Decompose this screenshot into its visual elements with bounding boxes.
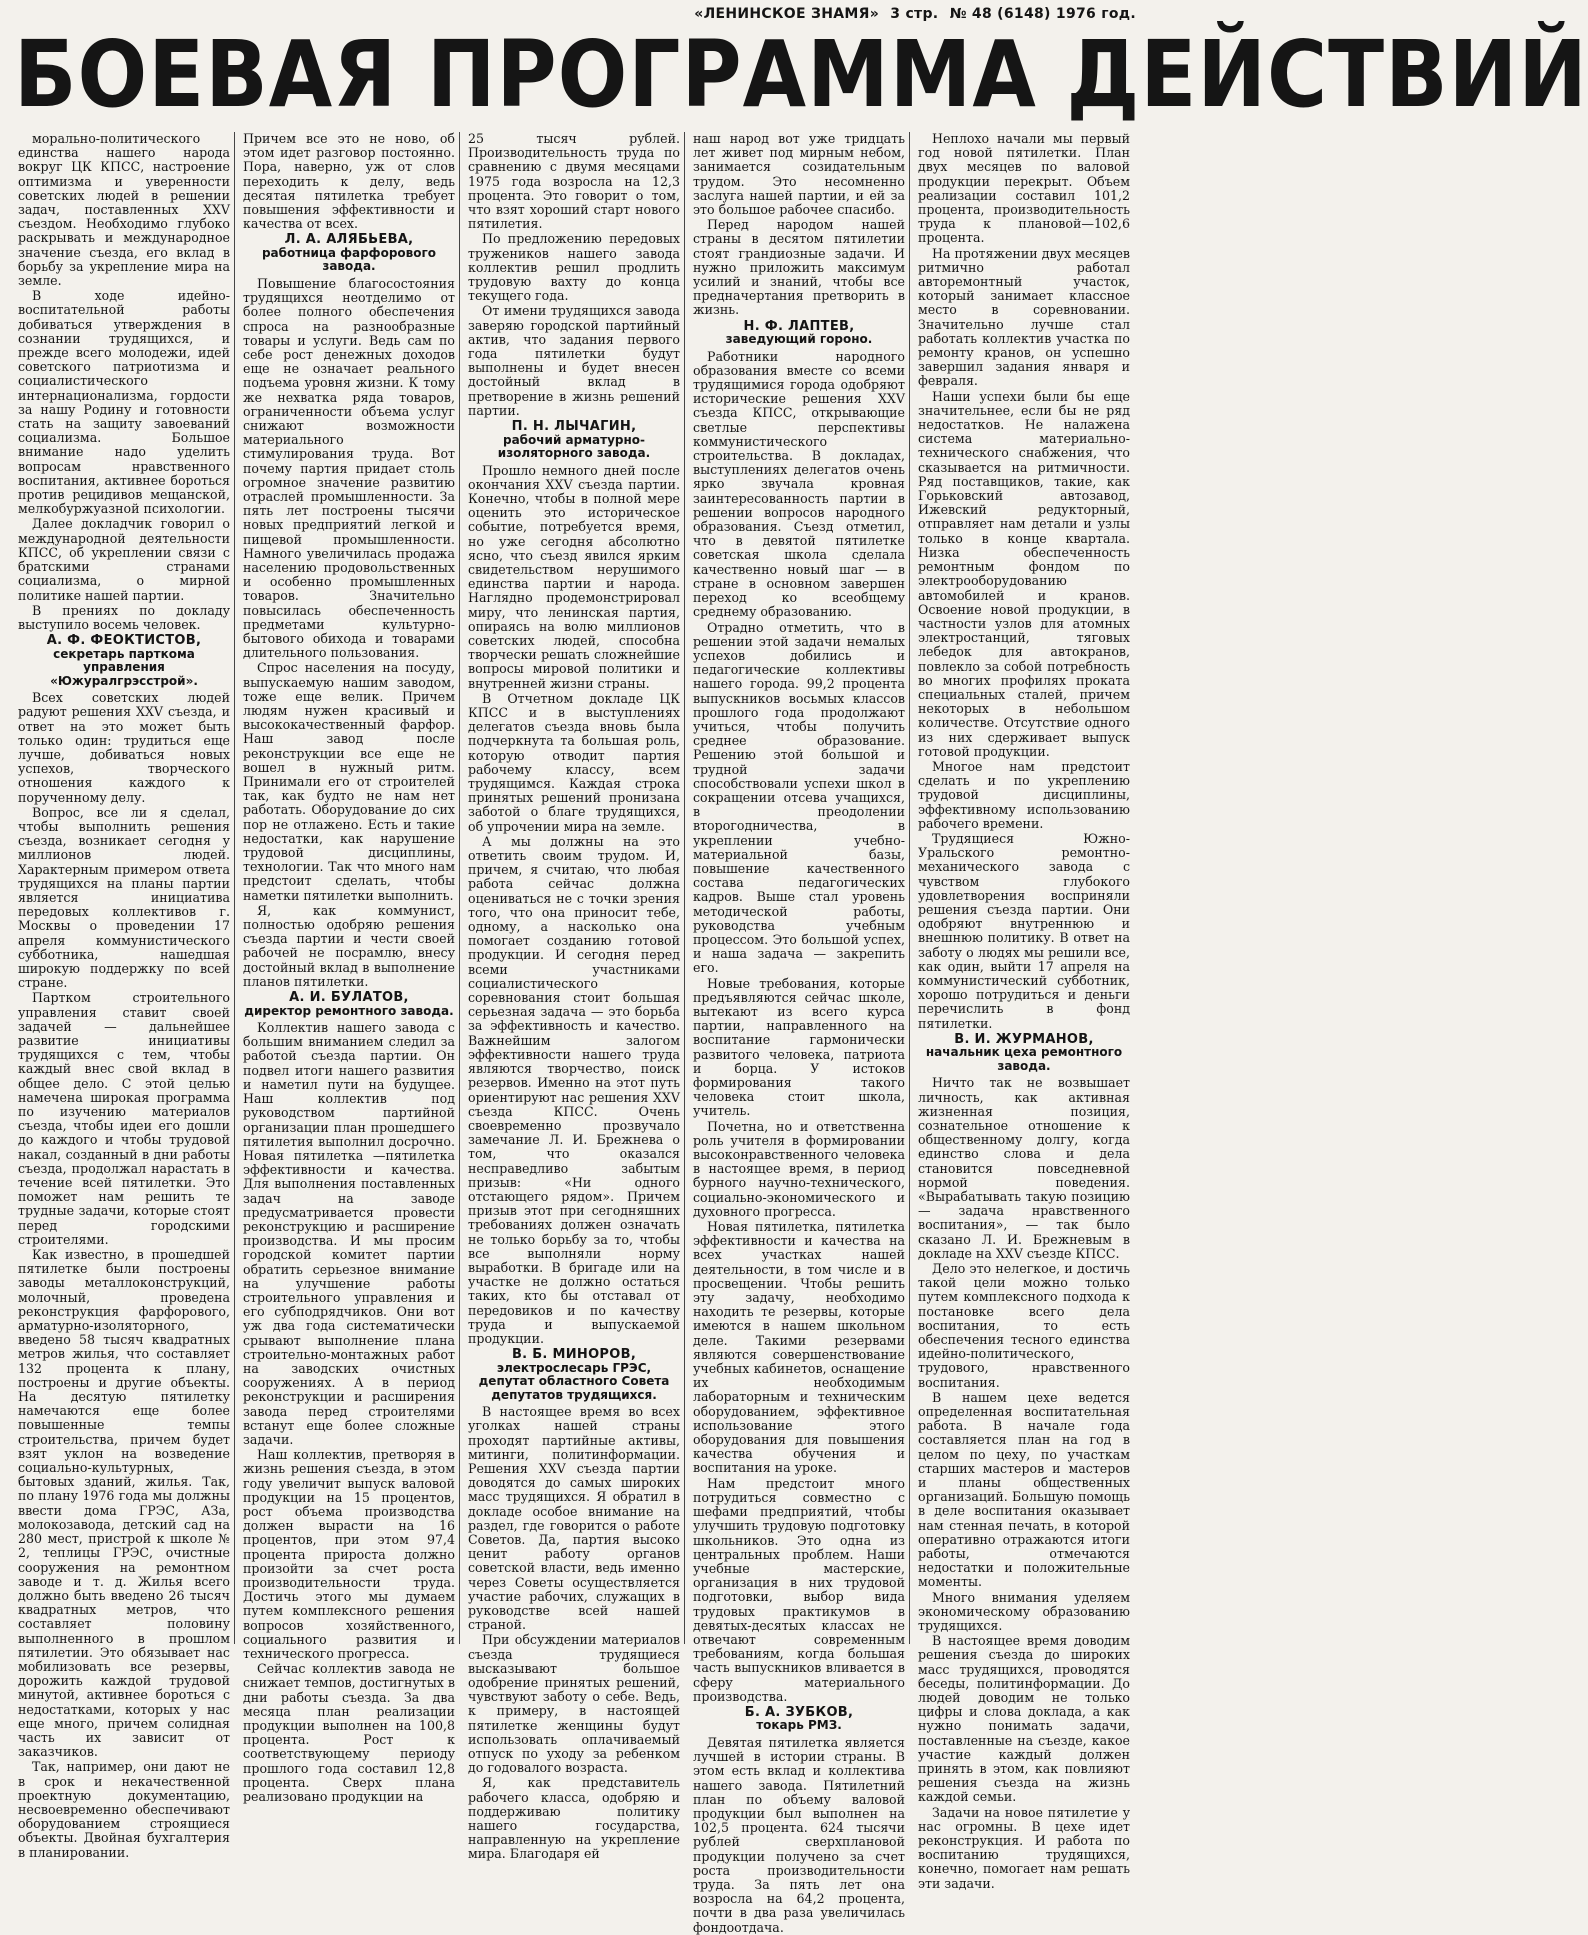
- speaker-name: В. Б. МИНОРОВ,: [511, 1347, 637, 1363]
- speaker-position: заведующий гороно.: [725, 332, 873, 347]
- article-paragraph: Сейчас коллектив завода не снижает темпов, достигнутых в дни работы съезда. За два месяца план реализации продукции выполнен на 100,8 процента. Рост к соответствующему периоду прошлого года составил 12,8 процента. Сверх плана реализовано продукции на: [243, 1661, 455, 1805]
- issue-number: № 48 (6148) 1976 год.: [949, 6, 1136, 22]
- speaker-name: А. Ф. ФЕОКТИСТОВ,: [46, 633, 202, 649]
- article-paragraph: При обсуждении материалов съезда трудящиеся высказывают большое одобрение принятых решений, чувствуют заботу о себе. Ведь, к примеру, в настоящей пятилетке женщины будут использовать оплачиваемый отпуск по уходу за ребенком до годовалого возраста.: [468, 1632, 680, 1776]
- article-paragraph: Партком строительного управления ставит своей задачей — дальнейшее развитие инициативы трудящихся с тем, чтобы каждый внес свой вклад в общее дело. С этой целью намечена широкая программа по изучению материалов съезда, чтобы идеи его дошли до каждого и чтобы трудовой накал, созданный в дни работы съезда, продолжал нарастать в течение всей пятилетки. Это поможет нам решить те трудные задачи, которые стоят перед городскими строителями.: [18, 990, 230, 1247]
- speaker-signature: [243, 991, 455, 1018]
- column-2: [243, 131, 460, 1805]
- article-paragraph: Наш коллектив, претворяя в жизнь решения съезда, в этом году увеличит выпуск валовой продукции на 15 процентов, рост объема производства должен вырасти на 16 процентов, при этом 97,4 процента прироста должно произойти за счет роста производительности труда. Достичь этого мы думаем путем комплексного решения вопросов хозяйственного, социального развития и технического прогресса.: [243, 1447, 455, 1662]
- column-3: [468, 131, 685, 1862]
- article-paragraph: В ходе идейно-воспитательной работы добиваться утверждения в сознании трудящихся, и прежде всего молодежи, идей советского патриотизма и социалистического интернационализма, гордости за нашу Родину и готовности стать на защиту завоеваний социализма. Большое внимание надо уделить вопросам нравственного воспитания, активнее бороться против рецидивов мещанской, мелкобуржуазной психологии.: [18, 288, 230, 517]
- article-paragraph: Повышение благосостояния трудящихся неотделимо от более полного обеспечения спроса на разнообразные товары и услуги. Ведь сам по себе рост денежных доходов еще не означает реального подъема уровня жизни. К тому же нехватка ряда товаров, ограниченности объема услуг снижают возможности материального стимулирования труда. Вот почему партия придает столь огромное значение развитию отраслей промышленности. За пять лет построены тысячи новых предприятий легкой и пищевой промышленности. Намного увеличилась продажа населению продовольственных и особенно промышленных товаров. Значительно повысилась обеспеченность предметами культурно-бытового обихода и товарами длительного пользования.: [243, 275, 455, 661]
- article-paragraph: Почетна, но и ответственна роль учителя в формировании высоконравственного человека в настоящее время, в период бурного научно-технического, социально-экономического и духовного прогресса.: [693, 1118, 905, 1219]
- article-paragraph: Задачи на новое пятилетие у нас огромны. В цехе идет реконструкция. И работа по воспитанию трудящихся, конечно, помогает нам решать эти задачи.: [918, 1804, 1130, 1891]
- article-paragraph: На протяжении двух месяцев ритмично работал авторемонтный участок, который занимает классное место в соревновании. Значительно лучше стал работать коллектив участка по ремонту кранов, он успешно завершил задания января и февраля.: [918, 245, 1130, 389]
- headline: БОЕВАЯ ПРОГРАММА ДЕЙСТВИЙ: [14, 22, 1588, 129]
- article-paragraph: Наши успехи были бы еще значительнее, если бы не ряд недостатков. Не налажена система материально-технического снабжения, что сказывается на ритмичности. Ряд поставщиков, такие, как Горьковский автозавод, Ижевский редукторный, отправляет нам детали и узлы только в конце квартала. Низка обеспеченность ремонтным фондом по электрооборудованию автомобилей и кранов. Освоение новой продукции, в частности узлов для атомных электростанций, тяговых лебедок для автокранов, повлекло за собой потребность во многих профилях проката специальных сталей, причем некоторых в небольшом количестве. Отсутствие одного из них сдерживает выпуск готовой продукции.: [918, 388, 1130, 759]
- speaker-signature: [18, 634, 230, 688]
- column-4: [693, 131, 910, 1935]
- speaker-name: А. И. БУЛАТОВ,: [289, 990, 409, 1006]
- speaker-name: П. Н. ЛЫЧАГИН,: [511, 419, 637, 435]
- article-paragraph: Спрос населения на посуду, выпускаемую нашим заводом, тоже еще велик. Причем людям нужен красивый и высококачественный фарфор. Наш завод после реконструкции все еще не вошел в нужный ритм. Принимали его от строителей так, как будто не нам нет работать. Оборудование до сих пор не отлажено. Есть и такие недостатки, как нарушение трудовой дисциплины, технологии. Так что много нам предстоит сделать, чтобы наметки пятилетки выполнить.: [243, 660, 455, 903]
- speaker-position: рабочий арматурно-изоляторного завода.: [497, 432, 651, 461]
- article-paragraph: Нам предстоит много потрудиться совместно с шефами предприятий, чтобы улучшить трудовую подготовку школьников. Это одна из центральных проблем. Наши учебные мастерские, организация в них трудовой подготовки, выбор вида трудовых практикумов в девятых-десятых классах не отвечают современным требованиям, когда большая часть выпускников вливается в сферу материального производства.: [693, 1475, 905, 1704]
- speaker-position: директор ремонтного завода.: [244, 1003, 454, 1018]
- article-columns: [18, 131, 1134, 1935]
- article-paragraph: Многое нам предстоит сделать и по укреплению трудовой дисциплины, эффективному использованию рабочего времени.: [918, 758, 1130, 831]
- article-paragraph: Отрадно отметить, что в решении этой задачи немалых успехов добились и педагогические коллективы нашего города. 99,2 процента выпускников восьмых классов прошлого года продолжают учиться, чтобы получить среднее образование. Решению этой большой и трудной задачи способствовали успехи школ в сокращении отсева учащихся, в преодолении второгодничества, в укреплении учебно-материальной базы, повышение качественного состава педагогических кадров. Выше стал уровень методической работы, руководства учебным процессом. Это большой успех, и наша задача — закрепить его.: [693, 619, 905, 976]
- newspaper-name: «ЛЕНИНСКОЕ ЗНАМЯ»: [694, 6, 880, 22]
- article-paragraph: В настоящее время во всех уголках нашей страны проходят партийные активы, митинги, политинформации. Решения XXV съезда партии доводятся до самых широких масс трудящихся. Я обратил в докладе особое внимание на раздел, где говорится о работе Советов. Да, партия высоко ценит работу органов советской власти, ведь именно через Советы осуществляется участие рабочих, служащих в руководстве всей нашей страной.: [468, 1404, 680, 1633]
- speaker-name: Н. Ф. ЛАПТЕВ,: [743, 318, 855, 334]
- speaker-signature: [693, 1706, 905, 1733]
- article-paragraph: морально-политического единства нашего народа вокруг ЦК КПСС, настроение оптимизма и уверенности советских людей в решении задач, поставленных XXV съездом. Необходимо глубоко раскрывать и международное значение съезда, его вклад в борьбу за укрепление мира на земле.: [18, 131, 230, 289]
- article-paragraph: Ничто так не возвышает личность, как активная жизненная позиция, сознательное отношение к общественному долгу, когда единство слова и дела становится повседневной нормой поведения. «Вырабатывать такую позицию — задача нравственного воспитания», — так было сказано Л. И. Брежневым в докладе на XXV съезде КПСС.: [918, 1075, 1130, 1261]
- article-paragraph: По предложению передовых тружеников нашего завода коллектив решил продлить трудовую вахту до конца текущего года.: [468, 231, 680, 304]
- article-paragraph: Всех советских людей радуют решения XXV съезда, и ответ на это может быть только один: трудиться еще лучше, добиваться новых успехов, творческого отношения каждого к порученному делу.: [18, 690, 230, 805]
- speaker-position: секретарь парткома управления «Южуралгрэсстрой».: [50, 646, 198, 688]
- article-paragraph: Девятая пятилетка является лучшей в истории страны. В этом есть вклад и коллектива нашего завода. Пятилетний план по объему валовой продукции был выполнен на 102,5 процента. 624 тысячи рублей сверхплановой продукции получено за счет роста производительности труда. За пять лет она возросла на 64,2 процента, почти в два раза увеличилась фондоотдача.: [693, 1734, 905, 1935]
- article-paragraph: В Отчетном докладе ЦК КПСС и в выступлениях делегатов съезда вновь была подчеркнута та большая роль, которую отводит партия рабочему классу, всем трудящимся. Каждая строка принятых решений пронизана заботой о благе трудящихся, об упрочении мира на земле.: [468, 690, 680, 834]
- article-paragraph: В настоящее время доводим решения съезда до широких масс трудящихся, проводятся беседы, политинформации. До людей доводим не только цифры и слова доклада, а как нужно понимать задачи, поставленные на съезде, какое участие каждый должен принять в этом, как повлияют решения съезда на жизнь каждой семьи.: [918, 1633, 1130, 1805]
- article-paragraph: 25 тысяч рублей. Производительность труда по сравнению с двумя месяцами 1975 года возросла на 12,3 процента. Это говорит о том, что взят хороший старт нового пятилетия.: [468, 131, 680, 232]
- speaker-name: В. И. ЖУРМАНОВ,: [954, 1031, 1094, 1047]
- article-paragraph: Коллектив нашего завода с большим вниманием следил за работой съезда партии. Он подвел итоги нашего развития и наметил пути на будущее. Наш коллектив под руководством партийной организации план прошедшего пятилетия выполнил досрочно. Новая пятилетка —пятилетка эффективности и качества. Для выполнения поставленных задач на заводе предусматривается провести реконструкцию и расширение производства. И мы просим городской комитет партии обратить серьезное внимание на улучшение работы строительного управления и его субподрядчиков. Они вот уж два года систематически срывают выполнение плана строительно-монтажных работ на заводских очистных сооружениях. А в период реконструкции и расширения завода перед строителями встанут еще более сложные задачи.: [243, 1020, 455, 1447]
- article-paragraph: Дело это нелегкое, и достичь такой цели можно только путем комплексного подхода к постановке всего дела воспитания, то есть обеспечения тесного единства идейно-политического, трудового, нравственного воспитания.: [918, 1260, 1130, 1390]
- article-paragraph: В нашем цехе ведется определенная воспитательная работа. В начале года составляется план на год в целом по цеху, по участкам старших мастеров и мастеров и планы общественных организаций. Большую помощь в деле воспитания оказывает нам стенная печать, в которой оперативно отражаются итоги работы, отмечаются недостатки и положительные моменты.: [918, 1389, 1130, 1590]
- article-paragraph: Далее докладчик говорил о международной деятельности КПСС, об укреплении связи с братскими странами социализма, о мирной политике нашей партии.: [18, 516, 230, 603]
- article-paragraph: Вопрос, все ли я сделал, чтобы выполнить решения съезда, возникает сегодня у миллионов людей. Характерным примером ответа трудящихся на планы партии является инициатива передовых коллективов г. Москвы о проведении 17 апреля коммунистического субботника, нашедшая широкую поддержку по всей стране.: [18, 804, 230, 991]
- article-paragraph: Так, например, они дают не в срок и некачественной проектную документацию, несвоевременно обеспечивают оборудованием строящиеся объекты. Двойная бухгалтерия в планировании.: [18, 1759, 230, 1860]
- article-paragraph: Новые требования, которые предъявляются сейчас школе, вытекают из всего курса партии, направленного на воспитание гармонически развитого человека, патриота и борца. У истоков формирования такого человека стоит школа, учитель.: [693, 975, 905, 1119]
- speaker-signature: [693, 320, 905, 347]
- page-number: 3 стр.: [890, 6, 939, 22]
- speaker-name: Б. А. ЗУБКОВ,: [744, 1704, 854, 1720]
- speaker-position: работница фарфорового завода.: [261, 245, 437, 274]
- speaker-position: начальник цеха ремонтного завода.: [925, 1045, 1123, 1073]
- article-paragraph: От имени трудящихся завода заверяю городской партийный актив, что задания первого года пятилетки будут выполнены и будет внесен достойный вклад в претворение в жизнь решений партии.: [468, 303, 680, 418]
- article-paragraph: Причем все это не ново, об этом идет разговор постоянно. Пора, наверно, уж от слов переходить к делу, ведь десятая пятилетка требует повышения эффективности и качества от всех.: [243, 131, 455, 232]
- article-paragraph: Новая пятилетка, пятилетка эффективности и качества на всех участках нашей деятельности, в том числе и в просвещении. Чтобы решить эту задачу, необходимо находить те резервы, которые имеются в нашем школьном деле. Такими резервами являются совершенствование учебных кабинетов, оснащение их необходимым лабораторным и техническим оборудованием, эффективное использование этого оборудования для повышения качества обучения и воспитания на уроке.: [693, 1219, 905, 1476]
- speaker-signature: [243, 233, 455, 274]
- article-paragraph: Перед народом нашей страны в десятом пятилетии стоят грандиозные задачи. И нужно приложить максимум усилий и знаний, чтобы все предначертания претворить в жизнь.: [693, 217, 905, 318]
- speaker-signature: [468, 1348, 680, 1402]
- speaker-position: токарь РМЗ.: [756, 1718, 842, 1733]
- article-paragraph: В прениях по докладу выступило восемь человек.: [18, 602, 230, 632]
- article-paragraph: Много внимания уделяем экономическому образованию трудящихся.: [918, 1589, 1130, 1634]
- article-paragraph: наш народ вот уже тридцать лет живет под мирным небом, занимается созидательным трудом. Это несомненно заслуга нашей партии, и ей за это большое рабочее спасибо.: [693, 131, 905, 218]
- speaker-signature: [468, 420, 680, 461]
- speaker-position: электрослесарь ГРЭС, депутат областного Совета депутатов трудящихся.: [478, 1360, 670, 1402]
- speaker-signature: [918, 1033, 1130, 1074]
- article-paragraph: Неплохо начали мы первый год новой пятилетки. План двух месяцев по валовой продукции перекрыт. Объем реализации составил 101,2 процента, производительность труда к плановой—102,6 процента.: [918, 131, 1130, 246]
- column-5: [918, 131, 1134, 1891]
- article-paragraph: А мы должны на это ответить своим трудом. И, причем, я считаю, что любая работа сейчас должна оцениваться не с точки зрения того, что она приносит тебе, одному, а насколько она помогает созданию готовой продукции. И сегодня перед всеми участниками социалистического соревнования стоит большая серьезная задача — это борьба за эффективность и качество. Важнейшим залогом эффективности нашего труда являются творчество, поиск резервов. Именно на этот путь ориентируют нас решения XXV съезда КПСС. Очень своевременно прозвучало замечание Л. И. Брежнева о том, что оказался несправедливо забытым призыв: «Ни одного отстающего рядом». Причем призыв этот при сегодняшних требованиях должен означать не только борьбу за то, чтобы все выполняли норму выработки. В бригаде или на участке не должно остаться таких, кто бы отставал от передовиков и по качеству труда и выпускаемой продукции.: [468, 833, 680, 1346]
- article-paragraph: Как известно, в прошедшей пятилетке были построены заводы металлоконструкций, молочный, проведена реконструкция фарфорового, арматурно-изоляторного, введено 58 тысяч квадратных метров жилья, что составляет 132 процента к плану, построены и другие объекты. На десятую пятилетку намечаются еще более повышенные темпы строительства, причем будет взят уклон на возведение социально-культурных, бытовых зданий, жилья. Так, по плану 1976 года мы должны ввести дома ГРЭС, АЗа, молокозавода, детский сад на 280 мест, пристрой к школе № 2, теплицы ГРЭС, очистные сооружения на ремонтном заводе и т. д. Жилья всего должно быть введено 26 тысяч квадратных метров, что составляет половину выполненного в прошлом пятилетии. Это обязывает нас мобилизовать все резервы, дорожить каждой трудовой минутой, активнее бороться с недостатками, которых у нас еще много, причем солидная часть их зависит от заказчиков.: [18, 1247, 230, 1760]
- column-1: [18, 131, 235, 1860]
- article-paragraph: Трудящиеся Южно-Уральского ремонтно-механического завода с чувством глубокого удовлетворения восприняли решения съезда партии. Они одобряют внутреннюю и внешнюю политику. В ответ на заботу о людях мы решили все, как один, выйти 17 апреля на коммунистический субботник, хорошо потрудиться и деньги перечислить в фонд пятилетки.: [918, 830, 1130, 1031]
- article-paragraph: Работники народного образования вместе со всеми трудящимися города одобряют исторические решения XXV съезда КПСС, открывающие светлые перспективы коммунистического строительства. В докладах, выступлениях делегатов очень ярко звучала кровная заинтересованность партии в решении вопросов народного образования. Съезд отметил, что в девятой пятилетке советская школа сделала качественно новый шаг — в стране в основном завершен переход ко всеобщему среднему образованию.: [693, 348, 905, 620]
- speaker-name: Л. А. АЛЯБЬЕВА,: [284, 232, 414, 248]
- article-paragraph: Я, как коммунист, полностью одобряю решения съезда партии и чести своей рабочей не посрамлю, внесу достойный вклад в выполнение планов пятилетки.: [243, 902, 455, 989]
- article-paragraph: Прошло немного дней после окончания XXV съезда партии. Конечно, чтобы в полной мере оценить это историческое событие, потребуется время, но уже сегодня абсолютно ясно, что съезд явился ярким свидетельством нерушимого единства партии и народа. Наглядно продемонстрировал миру, что ленинская партия, опираясь на волю миллионов советских людей, способна творчески решать сложнейшие вопросы мировой политики и внутренней жизни страны.: [468, 462, 680, 691]
- article-paragraph: Я, как представитель рабочего класса, одобряю и поддерживаю политику нашего государства, направленную на укрепление мира. Благодаря ей: [468, 1775, 680, 1862]
